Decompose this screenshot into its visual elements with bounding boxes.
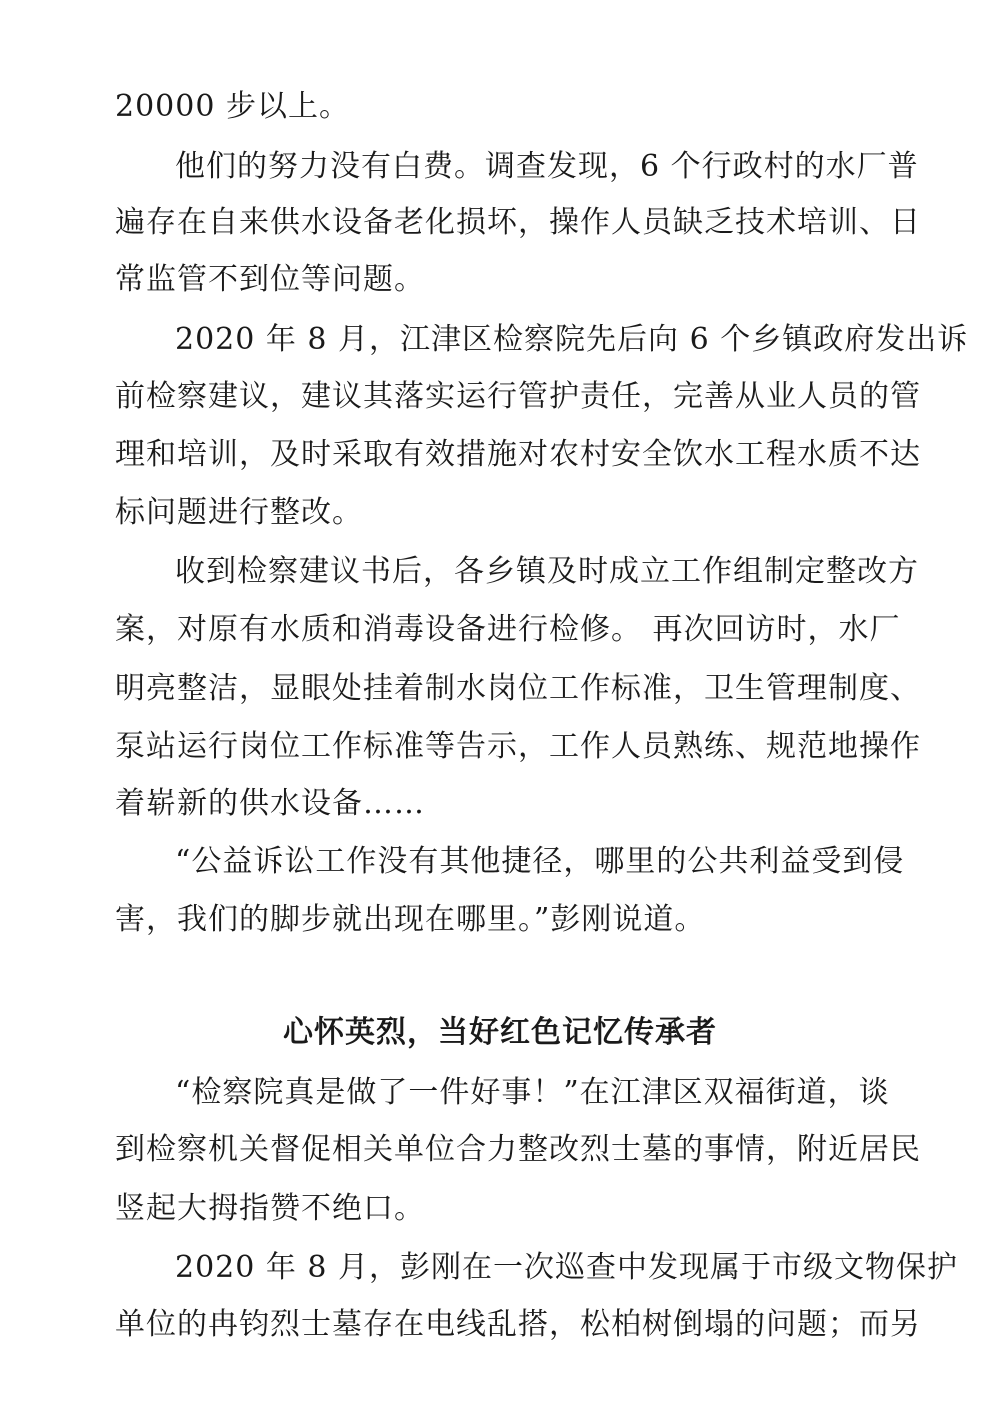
text-line: 理和培训，及时采取有效措施对农村安全饮水工程水质不达 xyxy=(115,437,921,472)
text-line: 明亮整洁，显眼处挂着制水岗位工作标准，卫生管理制度、 xyxy=(115,671,921,706)
paragraph-first-line: 2020 年 8 月，江津区检察院先后向 6 个乡镇政府发出诉 xyxy=(175,322,969,357)
paragraph-first-line: “公益诉讼工作没有其他捷径，哪里的公共利益受到侵 xyxy=(175,844,905,879)
section-heading: 心怀英烈，当好红色记忆传承者 xyxy=(283,1015,717,1050)
text-line: 案，对原有水质和消毒设备进行检修。 再次回访时，水厂 xyxy=(115,612,901,647)
text-line: 到检察机关督促相关单位合力整改烈士墓的事情，附近居民 xyxy=(115,1132,921,1167)
text-line: 遍存在自来供水设备老化损坏，操作人员缺乏技术培训、日 xyxy=(115,205,921,240)
paragraph-first-line: 收到检察建议书后，各乡镇及时成立工作组制定整改方 xyxy=(175,554,919,589)
text-line: 前检察建议，建议其落实运行管护责任，完善从业人员的管 xyxy=(115,379,921,414)
text-line: 标问题进行整改。 xyxy=(115,495,363,530)
paragraph-first-line: 2020 年 8 月，彭刚在一次巡查中发现属于市级文物保护 xyxy=(175,1250,959,1285)
paragraph-first-line: 他们的努力没有白费。调查发现，6 个行政村的水厂普 xyxy=(175,149,919,184)
text-line: 常监管不到位等问题。 xyxy=(115,262,425,297)
text-line: 泵站运行岗位工作标准等告示，工作人员熟练、规范地操作 xyxy=(115,729,921,764)
text-line: 害，我们的脚步就出现在哪里。”彭刚说道。 xyxy=(115,902,706,937)
text-line: 竖起大拇指赞不绝口。 xyxy=(115,1191,425,1226)
text-line: 单位的冉钧烈士墓存在电线乱搭，松柏树倒塌的问题；而另 xyxy=(115,1307,921,1342)
text-line: 20000 步以上。 xyxy=(115,89,350,124)
text-line: 着崭新的供水设备…… xyxy=(115,786,425,821)
paragraph-first-line: “检察院真是做了一件好事！”在江津区双福街道，谈 xyxy=(175,1075,890,1110)
